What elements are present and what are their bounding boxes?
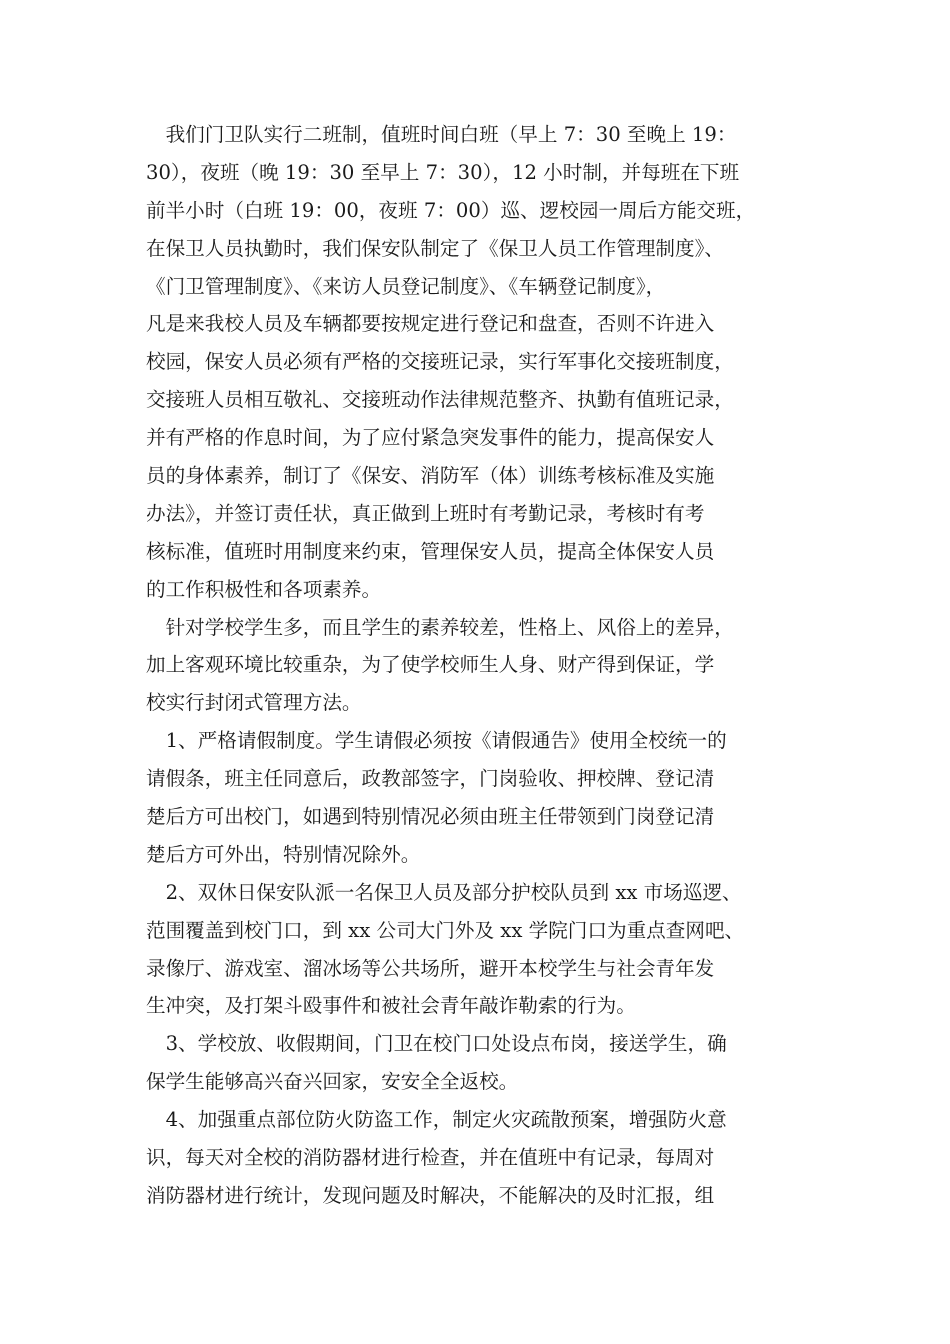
text-line: 交接班人员相互敬礼、交接班动作法律规范整齐、执勤有值班记录， (146, 388, 734, 412)
text-line: 办法》，并签订责任状，真正做到上班时有考勤记录，考核时有考 (146, 501, 705, 525)
text-line: 员的身体素养，制订了《保安、消防军（体）训练考核标准及实施 (146, 464, 715, 488)
text-line: 3、学校放、收假期间，门卫在校门口处设点布岗，接送学生，确 (146, 1032, 727, 1056)
text-line: 楚后方可外出，特别情况除外。 (146, 842, 421, 866)
text-line: 校实行封闭式管理方法。 (146, 691, 362, 715)
text-line: 并有严格的作息时间，为了应付紧急突发事件的能力，提高保安人 (146, 426, 715, 450)
text-line: 请假条，班主任同意后，政教部签字，门岗验收、押校牌、登记清 (146, 767, 715, 791)
text-line: 针对学校学生多，而且学生的素养较差，性格上、风俗上的差异， (146, 615, 734, 639)
paragraph-item-4 (146, 1101, 826, 1215)
text-line: 楚后方可出校门，如遇到特别情况必须由班主任带领到门岗登记清 (146, 805, 715, 829)
text-line: 4、加强重点部位防火防盗工作，制定火灾疏散预案，增强防火意 (146, 1108, 727, 1132)
paragraph-item-3 (146, 1025, 826, 1101)
text-line: 保学生能够高兴奋兴回家，安安全全返校。 (146, 1070, 519, 1094)
text-line: 范围覆盖到校门口，到 xx 公司大门外及 xx 学院门口为重点查网吧、 (146, 918, 745, 942)
text-line: 1、严格请假制度。学生请假必须按《请假通告》使用全校统一的 (146, 729, 727, 753)
paragraph-guard-shifts (146, 116, 826, 609)
paragraph-item-2 (146, 874, 826, 1026)
text-line: 我们门卫队实行二班制，值班时间白班（早上 7：30 至晚上 19： (146, 123, 737, 146)
text-line: 凡是来我校人员及车辆都要按规定进行登记和盘查，否则不许进入 (146, 312, 715, 336)
text-line: 30），夜班（晚 19：30 至早上 7：30），12 小时制，并每班在下班 (146, 160, 740, 184)
paragraph-item-1 (146, 722, 826, 874)
document-body (146, 116, 826, 1215)
text-line: 《门卫管理制度》、《来访人员登记制度》、《车辆登记制度》， (146, 274, 666, 298)
text-line: 2、双休日保安队派一名保卫人员及部分护校队员到 xx 市场巡逻、 (146, 880, 742, 904)
text-line: 加上客观环境比较重杂，为了使学校师生人身、财产得到保证，学 (146, 653, 715, 677)
text-line: 录像厅、游戏室、溜冰场等公共场所，避开本校学生与社会青年发 (146, 956, 715, 980)
text-line: 识，每天对全校的消防器材进行检查，并在值班中有记录，每周对 (146, 1146, 715, 1170)
text-line: 核标准，值班时用制度来约束，管理保安人员，提高全体保安人员 (146, 539, 715, 563)
text-line: 生冲突，及打架斗殴事件和被社会青年敲诈勒索的行为。 (146, 994, 636, 1018)
text-line: 消防器材进行统计，发现问题及时解决，不能解决的及时汇报，组 (146, 1183, 715, 1207)
text-line: 校园，保安人员必须有严格的交接班记录，实行军事化交接班制度， (146, 350, 734, 374)
text-line: 的工作积极性和各项素养。 (146, 577, 382, 601)
paragraph-closed-management (146, 609, 826, 723)
text-line: 在保卫人员执勤时，我们保安队制定了《保卫人员工作管理制度》、 (146, 236, 725, 260)
text-line: 前半小时（白班 19：00，夜班 7：00）巡、逻校园一周后方能交班， (146, 198, 756, 222)
